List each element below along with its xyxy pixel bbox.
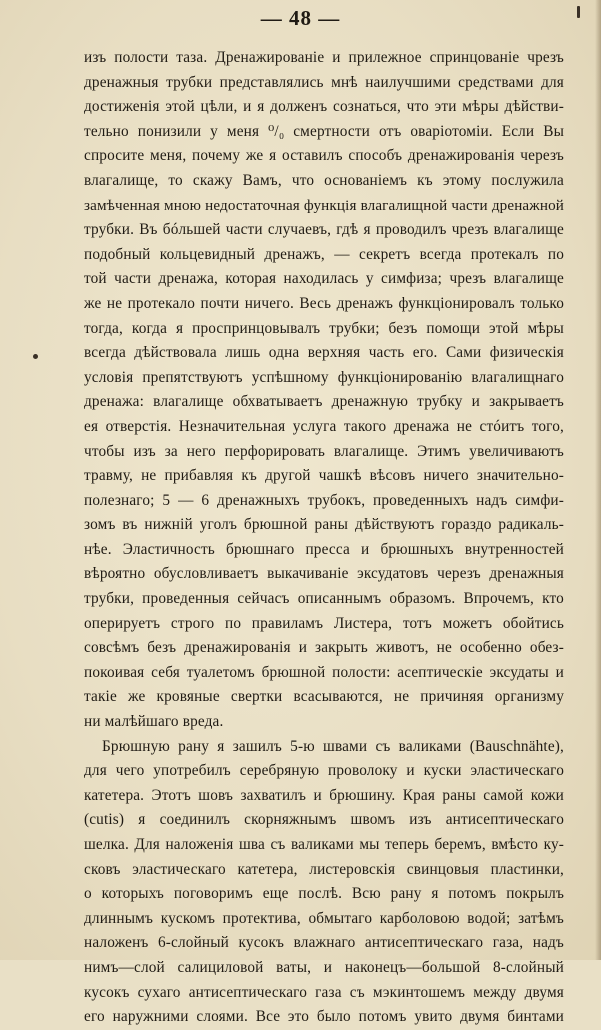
text-line: спросите меня, почему же я оставилъ способъ дренажированія черезъ [84,147,564,165]
text-line: для чего употребилъ серебряную проволоку и куски эластическаго [84,762,564,780]
text-line: чтобы изъ за него перфорировать влагалище. Этимъ увеличиваютъ [84,442,564,460]
text-line: о которыхъ поговоримъ еще послѣ. Всю рану я потомъ покрылъ [84,885,564,903]
text-line: его наружними слоями. Все это было потомъ увито двумя бинтами [84,1008,564,1026]
text-line: замѣченная мною недостаточная функція влагалищной части дренажной [84,197,564,214]
text-line: вѣроятно обусловливаетъ выкачиваніе эксудатовъ черезъ дренажныя [84,565,564,583]
text-line: трубки, проведенныя сейчасъ описаннымъ образомъ. Впрочемъ, кто [84,590,564,608]
text-line: покоивая себя туалетомъ брюшной полости: асептическіе эксудаты и [84,663,564,681]
text-line: сковъ эластическаго катетера, листеровскія свинцовыя пластинки, [84,860,564,878]
text-line: длиннымъ кускомъ протектива, обмытаго карболовою водой; затѣмъ [84,909,564,927]
text-line: шелка. Для наложенія шва съ валиками мы теперь беремъ, вмѣсто ку- [84,836,564,853]
text-line: достиженія этой цѣли, и я долженъ сознаться, что эти мѣры дѣйстви- [84,98,564,116]
text-line: ни малѣйшаго вреда. [84,713,224,731]
text-line: катетера. Этотъ шовъ захватилъ и брюшину. Края раны самой кожи [84,786,564,804]
text-line: дренажа: влагалище обхватываетъ дренажную трубку и закрываетъ [84,393,564,411]
text-line: совсѣмъ безъ дренажированія и закрыть животъ, не особенно обез- [84,639,564,657]
text-line: ея отверстія. Незначительная услуга такого дренажа не стóитъ того, [84,417,564,435]
text-line: Брюшную рану я зашилъ 5-ю швами съ валиками (Bauschnähte), [102,737,564,755]
text-line: тельно понизили у меня ⁰/₀ смертности отъ оваріотоміи. Если Вы [84,122,564,140]
text-line: наложенъ 6-слойный кусокъ влажнаго антисептическаго газа, надъ [84,934,564,952]
text-line: тогда, когда я проспринцовывалъ трубки; безъ помощи этой мѣры [84,319,564,337]
text-line: травму, не прибавляя къ другой чашкѣ вѣсовъ ничего значительно- [84,467,564,485]
text-line: же не протекало почти ничего. Весь дренажъ функціонировалъ только [84,294,564,312]
text-line: оперируетъ строго по правиламъ Листера, тотъ можетъ обойтись [84,614,564,632]
text-line: той части дренажа, которая находилась у симфиза; чрезъ влагалище [84,270,564,288]
text-line: кусокъ сухаго антисептическаго газа съ мэкинтошемъ между двумя [84,983,564,1001]
text-line: такіе же кровяные свертки всасываются, не причиняя организму [84,688,564,706]
text-line: влагалище, то скажу Вамъ, что основаніемъ къ этому послужила [84,171,564,189]
text-line: всегда дѣйствовала лишь одна верхняя часть его. Сами физическія [84,344,564,362]
text-line: подобный кольцевидный дренажъ, — секретъ всегда протекалъ по [84,245,564,263]
text-line: дренажныя трубки представлялись мнѣ наилучшими средствами для [84,73,564,91]
ink-dot [33,354,38,359]
text-line: нимъ—слой салициловой ваты, и наконецъ—большой 8-слойный [84,958,564,976]
text-line: трубки. Въ бóльшей части случаевъ, гдѣ я проводилъ чрезъ влагалище [84,221,564,239]
body-text [84,46,564,1030]
text-line: условія препятствуютъ успѣшному функціонированію влагалищнаго [84,368,564,386]
text-line: зомъ въ нижній уголъ брюшной раны дѣйствуютъ гораздо радикаль- [84,516,564,534]
page-spine-shadow [595,0,601,960]
text-line: (cutis) я соединилъ скорняжнымъ швомъ изъ антисептическаго [84,811,564,829]
text-line: изъ полости таза. Дренажированіе и прилежное спринцованіе чрезъ [84,49,564,66]
text-line: полезнаго; 5 — 6 дренажныхъ трубокъ, проведенныхъ надъ симфи- [84,491,564,509]
page-number: — 48 — [260,6,341,30]
text-line: нѣе. Эластичность брюшнаго пресса и брюшныхъ внутренностей [84,540,564,558]
